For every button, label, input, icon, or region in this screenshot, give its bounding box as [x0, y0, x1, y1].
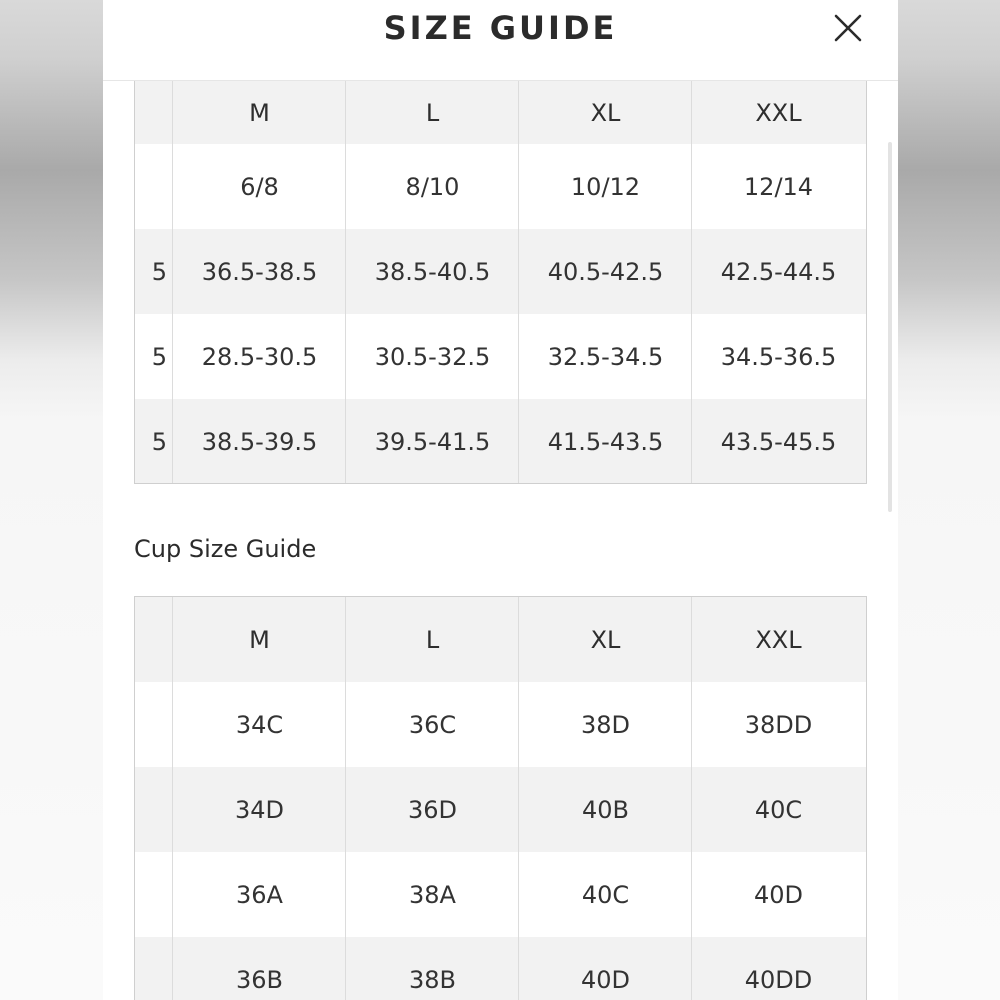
- table-cell: 40.5-42.5: [547, 257, 664, 286]
- row-label-partial: [134, 144, 173, 229]
- table-cell: 36B: [235, 965, 283, 994]
- column-header-xxl: XXL: [755, 625, 802, 654]
- table-cell: 38.5-40.5: [374, 257, 491, 286]
- table-cell: 38.5-39.5: [201, 427, 318, 456]
- column-header-l: L: [425, 625, 440, 654]
- table-row: [135, 399, 866, 484]
- column-divider: [345, 81, 346, 483]
- table-row: [135, 314, 866, 399]
- cup-size-table: [134, 596, 867, 1000]
- cup-size-guide-title: Cup Size Guide: [134, 535, 317, 563]
- table-cell: 43.5-45.5: [720, 427, 837, 456]
- size-table: [134, 81, 867, 484]
- size-guide-modal: [103, 0, 898, 1000]
- table-cell: 40B: [581, 795, 629, 824]
- table-row: [135, 852, 866, 937]
- column-divider: [172, 597, 173, 1000]
- column-divider: [691, 81, 692, 483]
- table-cell: 34.5-36.5: [720, 342, 837, 371]
- table-cell: 34D: [234, 795, 285, 824]
- table-cell: 28.5-30.5: [201, 342, 318, 371]
- table-header-row: [135, 597, 866, 682]
- scrollbar[interactable]: [888, 142, 892, 512]
- table-row: [135, 144, 866, 229]
- table-row: [135, 937, 866, 1000]
- table-cell: 34C: [235, 710, 284, 739]
- table-cell: 36D: [407, 795, 458, 824]
- row-label-partial: 5: [151, 342, 167, 371]
- close-button[interactable]: [830, 10, 866, 46]
- column-header-xl: XL: [590, 99, 621, 127]
- table-cell: 40C: [581, 880, 630, 909]
- table-cell: 41.5-43.5: [547, 427, 664, 456]
- table-cell: 10/12: [570, 172, 641, 201]
- close-icon: [830, 10, 866, 46]
- table-cell: 42.5-44.5: [720, 257, 837, 286]
- table-row: [135, 229, 866, 314]
- column-header-xxl: XXL: [755, 99, 802, 127]
- modal-header: [103, 0, 898, 81]
- table-cell: 30.5-32.5: [374, 342, 491, 371]
- table-cell: 38D: [580, 710, 631, 739]
- column-header-xl: XL: [590, 625, 621, 654]
- row-label-partial: 5: [151, 427, 167, 456]
- table-cell: 39.5-41.5: [374, 427, 491, 456]
- size-guide-content[interactable]: [103, 81, 898, 1000]
- table-row: [135, 767, 866, 852]
- table-cell: 32.5-34.5: [547, 342, 664, 371]
- column-divider: [518, 81, 519, 483]
- table-cell: 40DD: [744, 965, 813, 994]
- table-cell: 36.5-38.5: [201, 257, 318, 286]
- table-row: [135, 682, 866, 767]
- column-header-m: M: [249, 625, 270, 654]
- table-cell: 12/14: [743, 172, 814, 201]
- column-divider: [691, 597, 692, 1000]
- table-cell: 40C: [754, 795, 803, 824]
- table-header-row: [135, 81, 866, 144]
- row-label-partial: 5: [151, 257, 167, 286]
- table-cell: 38DD: [744, 710, 813, 739]
- table-cell: 36C: [408, 710, 457, 739]
- modal-title: SIZE GUIDE: [383, 9, 618, 47]
- table-cell: 6/8: [240, 172, 279, 201]
- column-header-m: M: [249, 99, 270, 127]
- table-cell: 36A: [236, 880, 283, 909]
- table-cell: 38B: [408, 965, 456, 994]
- column-divider: [518, 597, 519, 1000]
- column-divider: [345, 597, 346, 1000]
- table-cell: 38A: [409, 880, 456, 909]
- column-header-l: L: [425, 99, 440, 127]
- table-cell: 8/10: [405, 172, 460, 201]
- column-divider: [172, 81, 173, 483]
- table-cell: 40D: [580, 965, 631, 994]
- table-cell: 40D: [753, 880, 804, 909]
